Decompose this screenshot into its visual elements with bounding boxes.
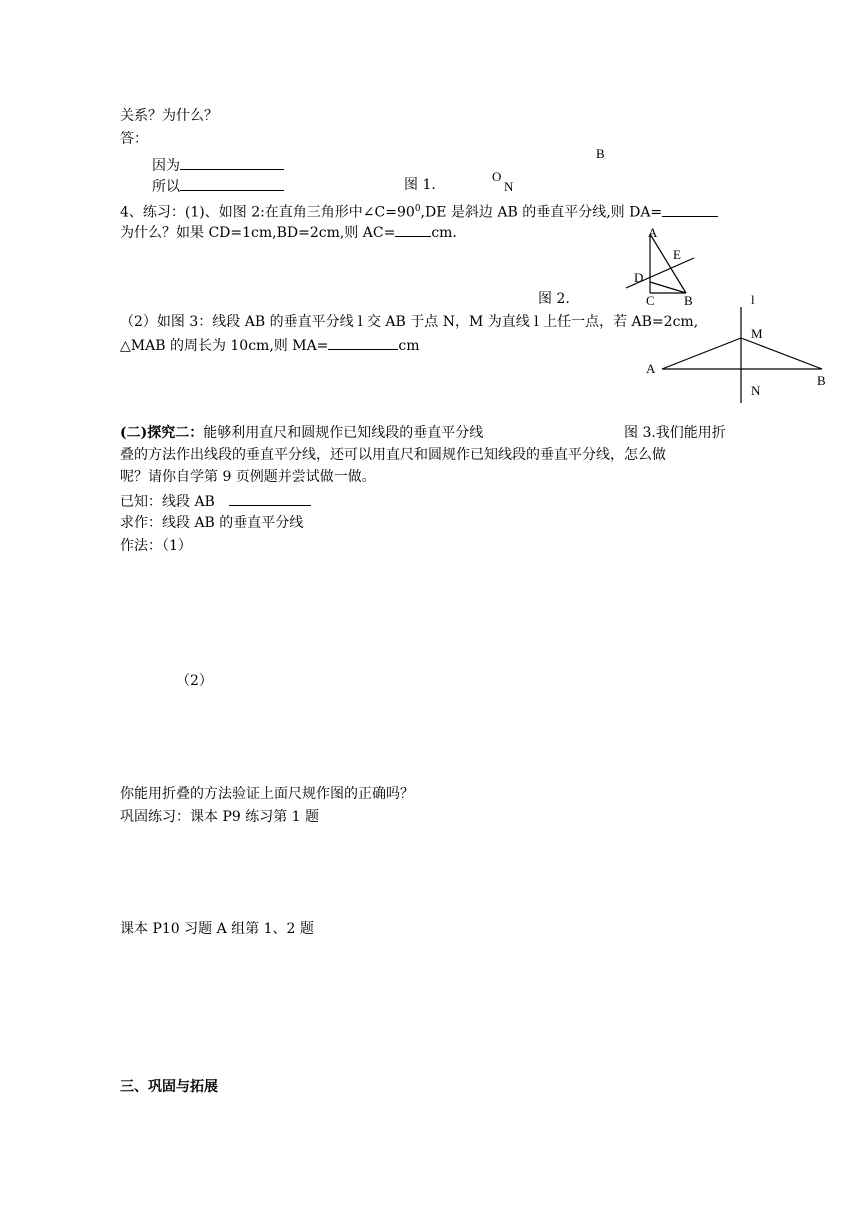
given-blank <box>229 491 311 506</box>
ex4-text-b: ,DE 是斜边 AB 的垂直平分线,则 DA= <box>420 204 663 221</box>
practice-1: 巩固练习：课本 P9 练习第 1 题 <box>120 809 320 825</box>
fig3-label-n: N <box>751 383 761 398</box>
therefore-label: 所以 <box>152 179 180 195</box>
given-line <box>120 491 311 511</box>
fig2-label-d: D <box>634 270 644 285</box>
method-step1: 作法：（1） <box>120 538 192 554</box>
explore2-heading: (二)探究二： <box>120 425 204 441</box>
section-3-heading: 三、巩固与拓展 <box>120 1079 218 1095</box>
fig3-label-a: A <box>646 361 656 376</box>
fig3-label-m: M <box>751 326 763 341</box>
ex4-text-d: cm. <box>431 225 457 241</box>
method-step2: （2） <box>176 673 213 689</box>
fig2-label-a: A <box>648 225 658 240</box>
verify-question: 你能用折叠的方法验证上面尺规作图的正确吗？ <box>120 786 414 802</box>
fig1-label-o: O <box>492 169 502 184</box>
because-label: 因为 <box>152 158 180 174</box>
fig1-label-b: B <box>596 146 605 161</box>
fig3-segment-mb <box>741 338 822 369</box>
fig1-caption: 图 1. <box>404 177 436 193</box>
degree-sup: 0 <box>414 204 421 214</box>
fig2-label-e: E <box>673 247 681 262</box>
given-label: 已知：线段 AB <box>120 494 215 510</box>
fig2-label-c: C <box>646 293 655 308</box>
fig3-segment-am <box>662 338 741 369</box>
answer-label: 答： <box>120 131 148 147</box>
ex4-text-c: 为什么？如果 CD=1cm,BD=2cm,则 AC= <box>120 225 396 241</box>
fig2-label-b: B <box>684 293 693 308</box>
explore2-line3: 呢？请你自学第 9 页例题并尝试做一做。 <box>120 469 376 485</box>
explore2-line1 <box>120 424 483 442</box>
fig3-label-l: l <box>751 292 755 307</box>
fig1-label-n: N <box>504 179 514 194</box>
fig3-label-b: B <box>817 373 826 388</box>
exercise-4b-line2 <box>120 335 420 355</box>
ex4-text-a: 4、练习：(1)、如图 2:在直角三角形中∠C=90 <box>120 204 415 221</box>
fig3-caption: 图 3.我们能用折 <box>624 425 726 441</box>
practice-2: 课本 P10 习题 A 组第 1、2 题 <box>120 921 314 937</box>
explore2-title: 能够利用直尺和圆规作已知线段的垂直平分线 <box>203 425 484 441</box>
explore2-line2: 叠的方法作出线段的垂直平分线，还可以用直尺和圆规作已知线段的垂直平分线，怎么做 <box>120 447 666 463</box>
ex4b-text-b: cm <box>398 338 420 354</box>
exercise-4b-line1: （2）如图 3：线段 AB 的垂直平分线 l 交 AB 于点 N，M 为直线 l 上任一点，若 AB=2cm, <box>120 314 699 330</box>
ma-blank <box>328 335 398 350</box>
q3-line: 关系？为什么？ <box>120 108 218 124</box>
ex4b-text-a: △MAB 的周长为 10cm,则 MA= <box>120 338 329 354</box>
fig2-caption: 图 2. <box>538 291 570 307</box>
construct-line: 求作：线段 AB 的垂直平分线 <box>120 515 304 531</box>
